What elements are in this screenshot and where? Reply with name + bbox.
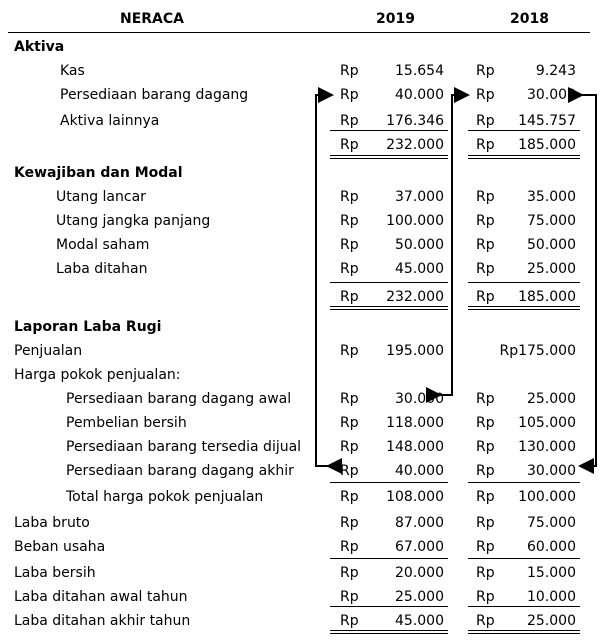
value-2019: 30.000 [395,391,444,407]
currency-2019: Rp [340,463,359,479]
currency-2019: Rp [340,87,359,103]
value-2018: 185.000 [518,289,576,305]
row-label: Kas [60,63,85,79]
row-label: Persediaan barang dagang akhir [66,463,294,479]
row-label: Pembelian bersih [66,415,187,431]
value-2019: 20.000 [395,565,444,581]
arrow-inventory-2018-link [580,95,596,466]
value-2018: 185.000 [518,137,576,153]
currency-2018: Rp [476,391,495,407]
value-2019: 15.654 [395,63,444,79]
currency-2018: Rp [476,87,495,103]
currency-2018: Rp [476,63,495,79]
value-2018: 105.000 [518,415,576,431]
currency-2018: Rp [476,261,495,277]
currency-2018: Rp [476,137,495,153]
value-2019: 45.000 [395,261,444,277]
value-2019: 40.000 [395,463,444,479]
value-2019: 100.000 [386,213,444,229]
currency-2018: Rp [476,613,495,629]
arrow-inventory-2019-link [316,95,330,466]
row-label: Laba ditahan [56,261,148,277]
value-2019: 232.000 [386,137,444,153]
value-2019: 45.000 [395,613,444,629]
value-2018: Rp175.000 [499,343,576,359]
value-2018: 75.000 [527,213,576,229]
value-2018: 30.000 [527,463,576,479]
value-2019: 50.000 [395,237,444,253]
currency-2019: Rp [340,261,359,277]
value-2019: 118.000 [386,415,444,431]
row-label: Laba bruto [14,515,90,531]
value-2019: 195.000 [386,343,444,359]
value-2018: 15.000 [527,565,576,581]
value-2018: 25.000 [527,613,576,629]
value-2018: 25.000 [527,261,576,277]
row-label: Harga pokok penjualan: [14,367,181,383]
currency-2019: Rp [340,213,359,229]
currency-2018: Rp [476,439,495,455]
value-2018: 75.000 [527,515,576,531]
value-2019: 37.000 [395,189,444,205]
currency-2019: Rp [340,63,359,79]
value-2018: 10.000 [527,589,576,605]
currency-2018: Rp [476,189,495,205]
value-2018: 25.000 [527,391,576,407]
currency-2019: Rp [340,589,359,605]
value-2019: 67.000 [395,539,444,555]
row-label: Laba ditahan awal tahun [14,589,188,605]
value-2018: 50.000 [527,237,576,253]
currency-2019: Rp [340,237,359,253]
value-2018: 35.000 [527,189,576,205]
row-label: Beban usaha [14,539,106,555]
value-2018: 60.000 [527,539,576,555]
currency-2018: Rp [476,515,495,531]
currency-2019: Rp [340,391,359,407]
section-kewajiban-modal: Kewajiban dan Modal [14,165,183,181]
value-2019: 40.000 [395,87,444,103]
value-2018: 145.757 [518,113,576,129]
row-label: Total harga pokok penjualan [66,489,264,505]
currency-2018: Rp [476,289,495,305]
currency-2019: Rp [340,113,359,129]
currency-2018: Rp [476,113,495,129]
currency-2019: Rp [340,515,359,531]
arrow-beginning-inventory-link [438,95,466,395]
value-2018: 30.000 [527,87,576,103]
currency-2019: Rp [340,415,359,431]
currency-2018: Rp [476,463,495,479]
value-2019: 148.000 [386,439,444,455]
row-label: Persediaan barang tersedia dijual [66,439,302,455]
section-laporan-laba-rugi: Laporan Laba Rugi [14,319,162,335]
value-2019: 25.000 [395,589,444,605]
currency-2018: Rp [476,415,495,431]
year-2019-header: 2019 [376,11,415,27]
value-2019: 176.346 [386,113,444,129]
currency-2019: Rp [340,539,359,555]
currency-2019: Rp [340,343,359,359]
currency-2018: Rp [476,565,495,581]
value-2018: 9.243 [535,63,576,79]
row-label: Utang lancar [56,189,146,205]
section-aktiva: Aktiva [14,39,65,55]
currency-2019: Rp [340,137,359,153]
currency-2018: Rp [476,489,495,505]
row-label: Utang jangka panjang [56,213,211,229]
currency-2018: Rp [476,589,495,605]
row-label: Persediaan barang dagang [60,87,249,103]
currency-2019: Rp [340,189,359,205]
currency-2019: Rp [340,565,359,581]
row-label: Laba bersih [14,565,96,581]
value-2019: 108.000 [386,489,444,505]
value-2019: 232.000 [386,289,444,305]
row-label: Penjualan [14,343,83,359]
currency-2019: Rp [340,489,359,505]
value-2018: 130.000 [518,439,576,455]
currency-2018: Rp [476,539,495,555]
year-2018-header: 2018 [510,11,549,27]
value-2018: 100.000 [518,489,576,505]
row-label: Aktiva lainnya [60,113,160,129]
currency-2018: Rp [476,213,495,229]
table-title: NERACA [120,11,185,27]
row-label: Laba ditahan akhir tahun [14,613,191,629]
currency-2018: Rp [476,237,495,253]
currency-2019: Rp [340,289,359,305]
row-label: Modal saham [56,237,150,253]
row-label: Persediaan barang dagang awal [66,391,292,407]
currency-2019: Rp [340,613,359,629]
currency-2019: Rp [340,439,359,455]
value-2019: 87.000 [395,515,444,531]
